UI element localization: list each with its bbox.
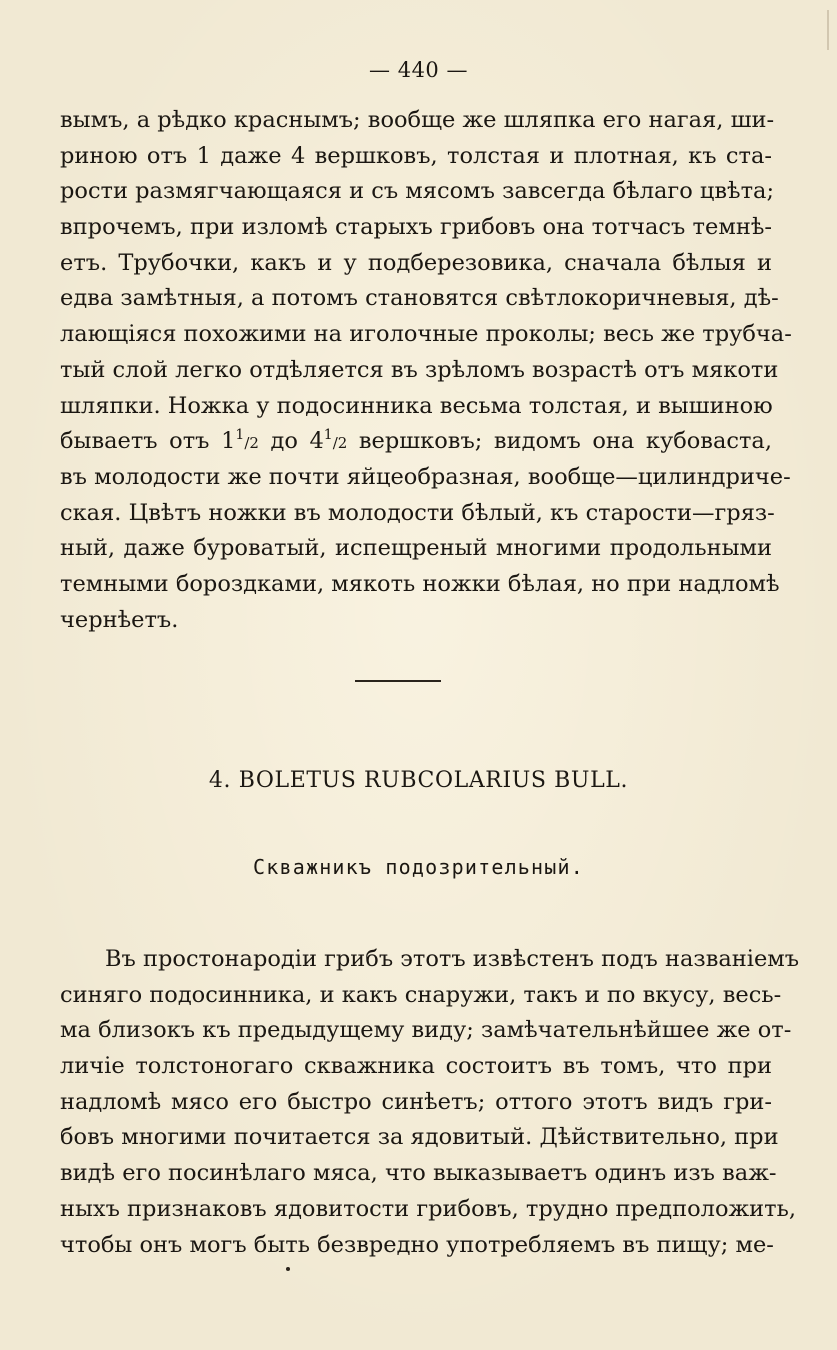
fraction-numerator: 1 <box>323 427 333 444</box>
text-line: видѣ его посинѣлаго мяса, что выказываетъ одинъ изъ важ- <box>60 1160 777 1187</box>
text-line: едва замѣтныя, а потомъ становятся свѣтлокоричневыя, дѣ- <box>60 285 779 312</box>
text-line: вымъ, а рѣдко краснымъ; вообще же шляпка его нагая, ши- <box>60 107 775 133</box>
fraction-numerator: 1 <box>235 427 245 444</box>
text-line: впрочемъ, при изломѣ старыхъ грибовъ она тотчасъ темнѣ- <box>60 214 772 241</box>
page-edge-mark <box>827 10 829 50</box>
text-line: въ молодости же почти яйцеобразная, вообще—цилиндриче- <box>60 463 791 490</box>
text-line-with-fractions <box>60 424 772 460</box>
text-line: Въ простонародіи грибъ этотъ извѣстенъ подъ названіемъ <box>105 946 800 972</box>
text-fragment: до 4 <box>258 428 324 455</box>
text-line: шляпки. Ножка у подосинника весьма толстая, и вышиною <box>60 392 773 419</box>
species-common-name: Скважникъ подозрительный. <box>252 855 585 879</box>
fraction-denominator: /2 <box>332 434 348 453</box>
text-line: ская. Цвѣтъ ножки въ молодости бѣлый, къ старости—гряз- <box>60 499 775 526</box>
text-line: риною отъ 1 даже 4 вершковъ, толстая и плотная, къ ста- <box>60 142 772 169</box>
text-line: ма близокъ къ предыдущему виду; замѣчательнѣйшее же от- <box>60 1017 792 1044</box>
paragraph-2 <box>60 942 800 1263</box>
text-fragment: бываетъ отъ 1 <box>60 428 236 455</box>
text-line: тый слой легко отдѣляется въ зрѣломъ возрастѣ отъ мякоти <box>60 356 779 383</box>
text-line: личіе толстоногаго скважника состоитъ въ томъ, что при <box>60 1053 772 1080</box>
page-number: — 440 — <box>369 58 468 82</box>
text-line: ныхъ признаковъ ядовитости грибовъ, трудно предположить, <box>60 1195 797 1222</box>
section-separator <box>355 680 441 682</box>
text-line: бовъ многими почитается за ядовитый. Дѣйствительно, при <box>60 1124 779 1151</box>
text-line: чтобы онъ могъ быть безвредно употребляемъ въ пищу; ме- <box>60 1231 774 1258</box>
paragraph-1 <box>60 103 792 638</box>
text-line: ный, даже буроватый, испещреный многими продольными <box>60 535 772 562</box>
fraction-denominator: /2 <box>244 434 259 453</box>
text-line: надломѣ мясо его быстро синѣетъ; оттого этотъ видъ гри- <box>60 1088 772 1115</box>
text-line: темными бороздками, мякоть ножки бѣлая, но при надломѣ <box>60 570 780 597</box>
text-line: синяго подосинника, и какъ снаружи, такъ и по вкусу, весь- <box>60 981 782 1008</box>
text-line: рости размягчающаяся и съ мясомъ завсегда бѣлаго цвѣта; <box>60 178 775 205</box>
text-line: етъ. Трубочки, какъ и у подберезовика, сначала бѣлыя и <box>60 249 772 276</box>
text-fragment: вершковъ; видомъ она кубоваста, <box>347 428 772 455</box>
text-line: лающіяся похожими на иголочные проколы; весь же трубча- <box>60 321 792 348</box>
ink-dot <box>286 1267 290 1271</box>
text-line: чернѣетъ. <box>60 606 179 633</box>
section-heading: 4. BOLETUS RUBCOLARIUS BULL. <box>208 768 629 793</box>
